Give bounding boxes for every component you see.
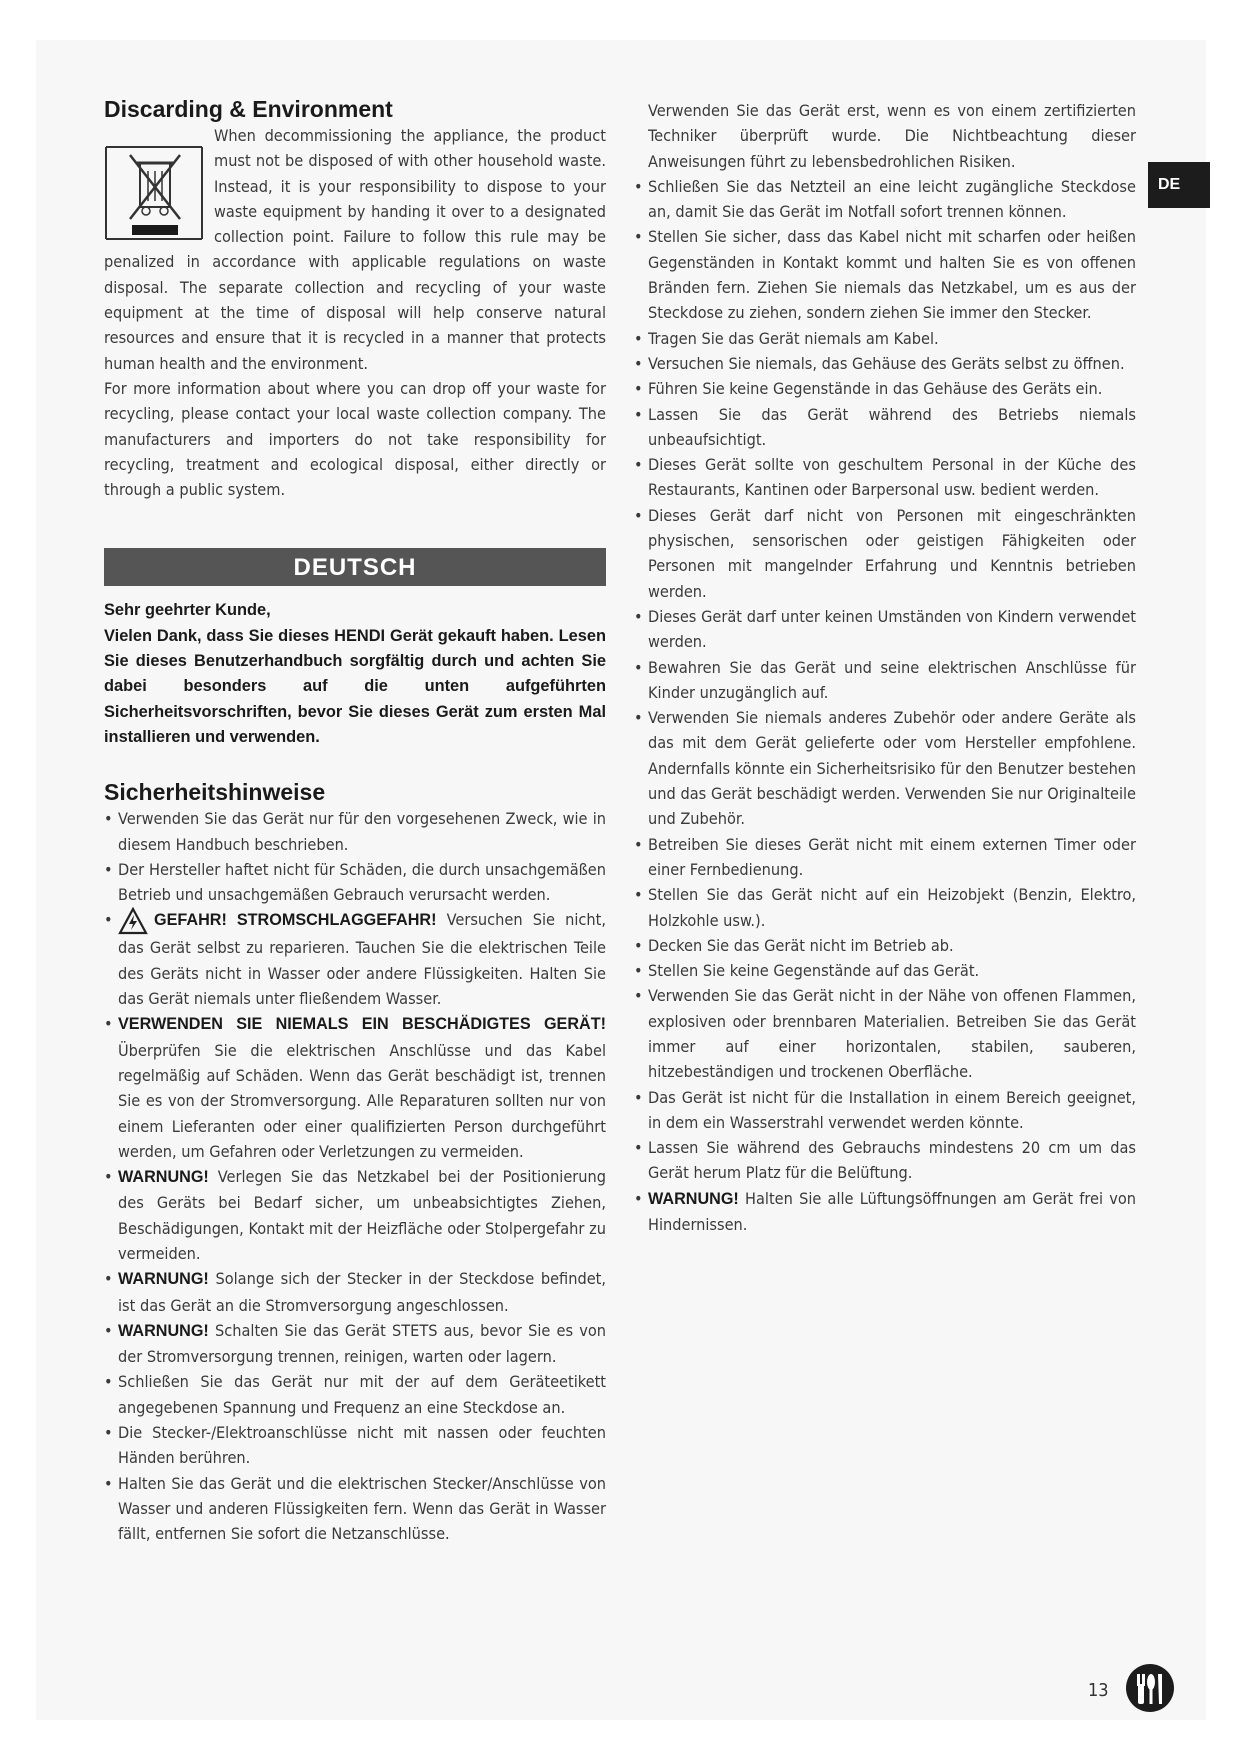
safety-item [104,1369,606,1420]
bullet-icon: • [634,606,643,626]
safety-item [104,1164,606,1266]
safety-item [634,351,1136,376]
safety-item [634,402,1136,453]
item-text: Verlegen Sie das Netzkabel bei der Positionierung des Geräts bei Bedarf sicher, um unbeabsichtigtes Ziehen, Beschädigungen, Kontakt mit der Heizfläche oder Stolpergefahr zu vermeiden. [118,1167,606,1263]
safety-item [634,452,1136,503]
warning-label: WARNUNG! [118,1321,209,1340]
bullet-icon: • [104,1269,113,1289]
safety-list-right [634,174,1136,1237]
safety-continuation: Verwenden Sie das Gerät erst, wenn es von einem zertifizierten Techniker überprüft wurde. Die Nichtbeachtung dieser Anweisungen führt zu lebensbedrohlichen Risiken. [648,101,1136,171]
bullet-icon: • [634,657,643,677]
bullet-icon: • [104,859,113,879]
electric-hazard-icon [118,907,148,935]
bullet-icon: • [634,935,643,955]
item-text: Schließen Sie das Gerät nur mit der auf dem Geräteetikett angegebenen Spannung und Frequenz an eine Steckdose an. [118,1372,606,1417]
safety-item [634,326,1136,351]
safety-item [104,1266,606,1318]
safety-item [104,857,606,908]
safety-item [634,655,1136,706]
item-text: Versuchen Sie niemals, das Gehäuse des Geräts selbst zu öffnen. [648,353,1125,373]
item-text: Schließen Sie das Netzteil an eine leicht zugängliche Steckdose an, damit Sie das Gerät im Notfall sofort trennen können. [648,176,1136,222]
item-text: Solange sich der Stecker in der Steckdose befindet, ist das Gerät an die Stromversorgung angeschlossen. [118,1269,606,1315]
page-number: 13 [1088,1680,1109,1701]
item-text: Stellen Sie sicher, dass das Kabel nicht mit scharfen oder heißen Gegenständen in Kontakt kommt und halten Sie es von offenen Bränden fern. Ziehen Sie niemals das Netzkabel, um es aus der Steckdose zu ziehen, sondern ziehen Sie immer den Stecker. [648,227,1136,323]
intro-greeting: Sehr geehrter Kunde, [104,601,271,620]
bullet-icon: • [104,910,113,930]
bullet-icon: • [634,227,643,247]
bullet-icon: • [104,1372,113,1392]
safety-item [634,1085,1136,1136]
item-text: Versuchen Sie nicht, das Gerät selbst zu reparieren. Tauchen Sie die elektrischen Teile des Geräts nicht in Wasser oder andere Flüssigkeiten. Halten Sie das Gerät niemals unter fließendem Wasser. [118,910,606,1009]
bullet-icon: • [634,455,643,475]
item-text: Lassen Sie das Gerät während des Betriebs niemals unbeaufsichtigt. [648,404,1136,449]
left-column [104,95,606,1547]
bullet-icon: • [634,505,643,525]
bullet-icon: • [634,708,643,728]
item-text: Führen Sie keine Gegenstände in das Gehäuse des Geräts ein. [648,379,1103,399]
safety-item [104,907,606,1011]
item-text: Halten Sie das Gerät und die elektrischen Stecker/Anschlüsse von Wasser und anderen Flüssigkeiten fern. Wenn das Gerät in Wasser fällt, entfernen Sie sofort die Netzanschlüsse. [118,1473,606,1544]
safety-item [634,933,1136,958]
item-text: Überprüfen Sie die elektrischen Anschlüsse und das Kabel regelmäßig auf Schäden. Wenn das Gerät beschädigt ist, trennen Sie es von der Stromversorgung. Alle Reparaturen sollten nur von einem Lieferanten oder einer qualifizierten Person durchgeführt werden, um Gefahren oder Verletzungen zu vermeiden. [118,1040,606,1161]
item-text: Stellen Sie das Gerät nicht auf ein Heizobjekt (Benzin, Elektro, Holzkohle usw.). [648,885,1136,930]
bullet-icon: • [104,1014,113,1034]
safety-item [634,983,1136,1084]
item-text: Stellen Sie keine Gegenstände auf das Gerät. [648,961,980,981]
item-text: Verwenden Sie das Gerät nicht in der Nähe von offenen Flammen, explosiven oder brennbaren Materialien. Betreiben Sie das Gerät immer auf einer horizontalen, stabilen, sauberen, hitzebeständigen und trockenen Oberfläche. [648,986,1136,1082]
bullet-icon: • [634,1087,643,1107]
weee-crossed-bin-icon [104,137,204,241]
item-text: Dieses Gerät sollte von geschultem Personal in der Küche des Restaurants, Kantinen oder Barpersonal usw. bedient werden. [648,455,1136,500]
bullet-icon: • [634,404,643,424]
item-text: Das Gerät ist nicht für die Installation in einem Bereich geeignet, in dem ein Wasserstrahl verwendet werden könnte. [648,1087,1136,1132]
discard-paragraph-1: When decommissioning the appliance, the product must not be disposed of with other household waste. Instead, it is your responsibility to dispose to your waste equipment by handing it over to a designated collection point. Failure to follow this rule may be penalized in accordance with applicable regulations on waste disposal. The separate collection and recycling of your waste equipment at the time of disposal will help conserve natural resources and ensure that it is recycled in a manner that protects human health and the environment. [104,126,606,373]
warning-label: VERWENDEN SIE NIEMALS EIN BESCHÄDIGTES GERÄT! [118,1015,606,1034]
safety-item [634,174,1136,225]
item-text: Verwenden Sie das Gerät nur für den vorgesehenen Zweck, wie in diesem Handbuch beschrieben. [118,809,606,854]
item-text: Dieses Gerät darf nicht von Personen mit eingeschränkten physischen, sensorischen oder geistigen Fähigkeiten oder Personen mit mangelnder Erfahrung und Kenntnis betrieben werden. [648,505,1136,601]
safety-item [104,1471,606,1547]
bullet-icon: • [104,1423,113,1443]
bullet-icon: • [634,328,643,348]
bullet-icon: • [104,1167,113,1187]
bullet-icon: • [634,379,643,399]
bullet-icon: • [104,1473,113,1493]
safety-title: Sicherheitshinweise [104,779,326,806]
safety-item [634,376,1136,401]
item-text: Der Hersteller haftet nicht für Schäden, die durch unsachgemäßen Betrieb und unsachgemäßen Gebrauch verursacht werden. [118,859,606,905]
bullet-icon: • [104,809,113,829]
item-text: Verwenden Sie niemals anderes Zubehör oder andere Geräte als das mit dem Gerät gelieferte oder vom Hersteller empfohlene. Andernfalls könnte ein Sicherheitsrisiko für den Benutzer bestehen und das Gerät beschädigt werden. Verwenden Sie nur Originalteile und Zubehör. [648,708,1136,829]
bullet-icon: • [634,834,643,854]
safety-item [104,1011,606,1164]
intro-block [104,598,606,750]
item-text: Schalten Sie das Gerät STETS aus, bevor Sie es von der Stromversorgung trennen, reinigen, warten oder lagern. [118,1320,607,1367]
warning-label: GEFAHR! STROMSCHLAGGEFAHR! [154,911,437,930]
item-text: Lassen Sie während des Gebrauchs mindestens 20 cm um das Gerät herum Platz für die Belüftung. [648,1138,1136,1183]
discard-title: Discarding & Environment [104,96,393,122]
safety-item [634,1135,1136,1186]
right-column [634,98,1136,1237]
language-tab: DE [1148,162,1210,208]
safety-item [634,1186,1136,1238]
bullet-icon: • [634,986,643,1006]
bullet-icon: • [634,176,643,196]
bullet-icon: • [634,885,643,905]
bullet-icon: • [634,1138,643,1158]
language-header: DEUTSCH [104,548,606,586]
bullet-icon: • [634,961,643,981]
item-text: Decken Sie das Gerät nicht im Betrieb ab. [648,935,954,955]
safety-item [634,958,1136,983]
warning-label: WARNUNG! [118,1168,209,1187]
safety-item [634,604,1136,655]
safety-list-left [104,806,606,1546]
warning-label: WARNUNG! [118,1270,209,1289]
safety-item [104,806,606,857]
intro-text: Vielen Dank, dass Sie dieses HENDI Gerät gekauft haben. Lesen Sie dieses Benutzerhandbuch sorgfältig durch und achten Sie dabei besonders auf die unten aufgeführten Sicherheitsvorschriften, bevor Sie dieses Gerät zum ersten Mal installieren und verwenden. [104,626,606,746]
bullet-icon: • [634,1188,643,1208]
safety-item [634,503,1136,604]
hendi-logo-icon [1125,1662,1175,1714]
warning-label: WARNUNG! [648,1189,739,1208]
item-text: Bewahren Sie das Gerät und seine elektrischen Anschlüsse für Kinder unzugänglich auf. [648,657,1136,702]
safety-item [634,705,1136,831]
safety-item [634,882,1136,933]
item-text: Halten Sie alle Lüftungsöffnungen am Gerät frei von Hindernissen. [648,1188,1137,1235]
safety-item [104,1318,606,1370]
item-text: Dieses Gerät darf unter keinen Umständen von Kindern verwendet werden. [648,606,1136,652]
item-text: Die Stecker-/Elektroanschlüsse nicht mit nassen oder feuchten Händen berühren. [118,1423,606,1468]
safety-item [634,224,1136,325]
bullet-icon: • [634,353,643,373]
safety-item [634,832,1136,883]
bullet-icon: • [104,1320,113,1340]
safety-item [104,1420,606,1471]
item-text: Betreiben Sie dieses Gerät nicht mit einem externen Timer oder einer Fernbedienung. [648,834,1136,879]
item-text: Tragen Sie das Gerät niemals am Kabel. [648,328,939,348]
discard-paragraph-2: For more information about where you can drop off your waste for recycling, please contact your local waste collection company. The manufacturers and importers do not take responsibility for recycling, treatment and ecological disposal, either directly or through a public system. [104,378,606,500]
